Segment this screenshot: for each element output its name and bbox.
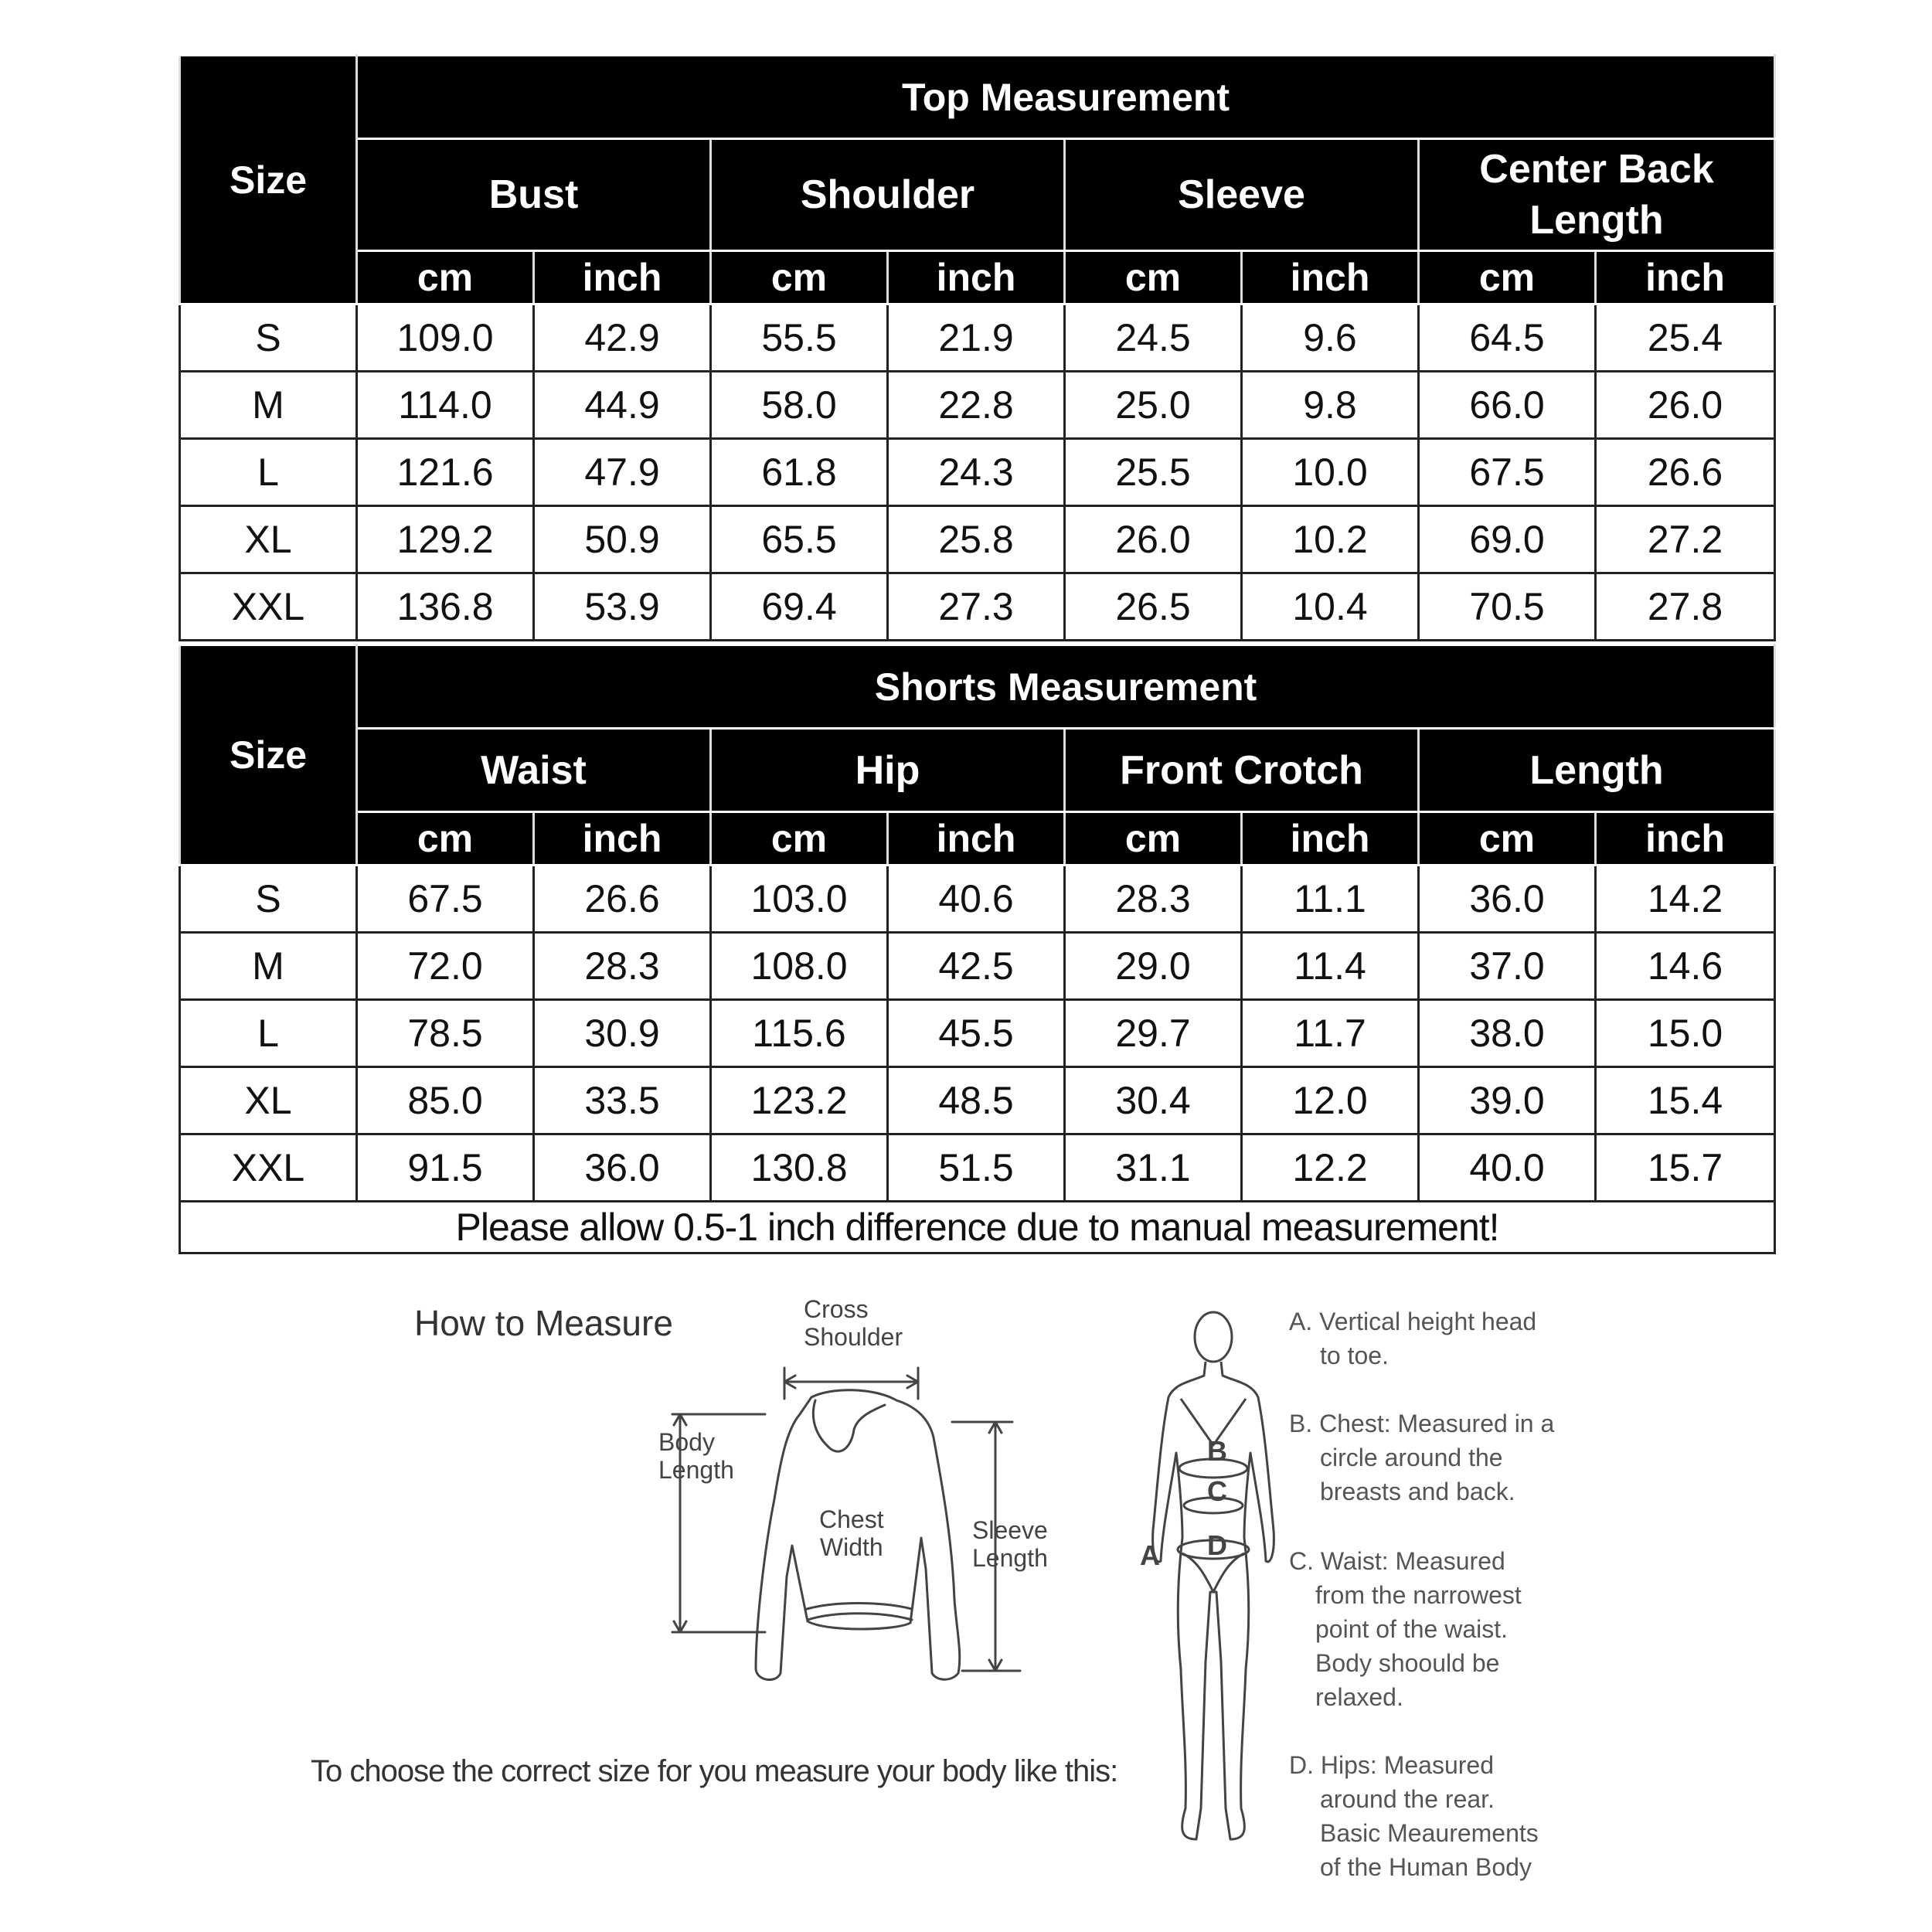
value-cell: 129.2	[357, 506, 534, 573]
value-cell: 121.6	[357, 439, 534, 506]
size-cell: L	[180, 1000, 357, 1067]
group-header-center-back-length: Center Back Length	[1419, 139, 1775, 251]
size-cell: S	[180, 866, 357, 933]
shorts-measurement-table	[179, 644, 1776, 1254]
value-cell: 44.9	[534, 372, 711, 439]
value-cell: 109.0	[357, 304, 534, 372]
value-cell: 85.0	[357, 1067, 534, 1134]
value-cell: 39.0	[1419, 1067, 1596, 1134]
legend-b	[1289, 1406, 1554, 1509]
unit-header: cm	[711, 812, 888, 866]
legend-line: B. Chest: Measured in a	[1289, 1410, 1555, 1437]
value-cell: 53.9	[534, 573, 711, 641]
legend-line: to toe.	[1320, 1342, 1389, 1369]
value-cell: 10.0	[1242, 439, 1419, 506]
value-cell: 24.5	[1065, 304, 1242, 372]
legend-line: Body shoould be	[1315, 1649, 1500, 1677]
value-cell: 33.5	[534, 1067, 711, 1134]
value-cell: 70.5	[1419, 573, 1596, 641]
value-cell: 42.5	[888, 933, 1065, 1000]
value-cell: 15.0	[1596, 1000, 1775, 1067]
value-cell: 36.0	[534, 1134, 711, 1202]
table-row	[180, 1000, 1775, 1067]
value-cell: 67.5	[357, 866, 534, 933]
value-cell: 14.6	[1596, 933, 1775, 1000]
chest-width-label-line: Chest	[819, 1505, 884, 1533]
unit-header: cm	[711, 251, 888, 304]
unit-header: inch	[1596, 812, 1775, 866]
value-cell: 30.9	[534, 1000, 711, 1067]
legend-line: Basic Meaurements	[1320, 1819, 1539, 1847]
group-header-waist: Waist	[357, 729, 711, 812]
group-header-bust: Bust	[357, 139, 711, 251]
value-cell: 72.0	[357, 933, 534, 1000]
table-row	[180, 439, 1775, 506]
unit-header: inch	[1242, 251, 1419, 304]
value-cell: 26.6	[1596, 439, 1775, 506]
value-cell: 40.6	[888, 866, 1065, 933]
unit-header: cm	[357, 812, 534, 866]
top-table-body	[180, 304, 1775, 641]
value-cell: 12.2	[1242, 1134, 1419, 1202]
value-cell: 67.5	[1419, 439, 1596, 506]
how-to-measure-title: How to Measure	[414, 1303, 673, 1343]
value-cell: 136.8	[357, 573, 534, 641]
value-cell: 78.5	[357, 1000, 534, 1067]
value-cell: 22.8	[888, 372, 1065, 439]
body-length-label-line: Body	[658, 1428, 715, 1456]
marker-d: D	[1207, 1529, 1227, 1561]
group-header-hip: Hip	[711, 729, 1065, 812]
value-cell: 114.0	[357, 372, 534, 439]
value-cell: 15.7	[1596, 1134, 1775, 1202]
value-cell: 29.0	[1065, 933, 1242, 1000]
value-cell: 24.3	[888, 439, 1065, 506]
value-cell: 64.5	[1419, 304, 1596, 372]
unit-header: cm	[1419, 812, 1596, 866]
value-cell: 29.7	[1065, 1000, 1242, 1067]
group-header-length: Length	[1419, 729, 1775, 812]
value-cell: 42.9	[534, 304, 711, 372]
value-cell: 130.8	[711, 1134, 888, 1202]
cross-shoulder-label	[804, 1295, 903, 1351]
table-row	[180, 506, 1775, 573]
top-measurement-table	[179, 54, 1776, 641]
value-cell: 31.1	[1065, 1134, 1242, 1202]
legend-line: of the Human Body	[1320, 1853, 1532, 1881]
chest-width-label	[819, 1505, 884, 1561]
legend-line: A. Vertical height head	[1289, 1308, 1537, 1335]
value-cell: 11.7	[1242, 1000, 1419, 1067]
value-cell: 25.5	[1065, 439, 1242, 506]
unit-header: inch	[1596, 251, 1775, 304]
legend-line: around the rear.	[1320, 1785, 1495, 1813]
sleeve-length-label-line: Sleeve	[972, 1516, 1048, 1544]
chest-width-label-line: Width	[819, 1533, 883, 1561]
table-row	[180, 372, 1775, 439]
marker-c: C	[1207, 1475, 1227, 1507]
legend-line: from the narrowest	[1315, 1581, 1522, 1609]
value-cell: 26.6	[534, 866, 711, 933]
size-cell: XL	[180, 1067, 357, 1134]
sleeve-length-label-line: Length	[972, 1544, 1048, 1572]
legend-d	[1289, 1748, 1539, 1884]
value-cell: 61.8	[711, 439, 888, 506]
shorts-table-body	[180, 866, 1775, 1202]
value-cell: 27.3	[888, 573, 1065, 641]
sleeve-length-label	[972, 1516, 1048, 1572]
value-cell: 69.0	[1419, 506, 1596, 573]
value-cell: 115.6	[711, 1000, 888, 1067]
value-cell: 11.1	[1242, 866, 1419, 933]
value-cell: 10.4	[1242, 573, 1419, 641]
legend-line: D. Hips: Measured	[1289, 1751, 1494, 1779]
value-cell: 48.5	[888, 1067, 1065, 1134]
table-row	[180, 1134, 1775, 1202]
legend-line: circle around the	[1320, 1444, 1503, 1471]
unit-header: inch	[534, 812, 711, 866]
unit-header: inch	[888, 251, 1065, 304]
table-row	[180, 933, 1775, 1000]
legend-line: point of the waist.	[1315, 1615, 1509, 1643]
value-cell: 91.5	[357, 1134, 534, 1202]
size-cell: S	[180, 304, 357, 372]
value-cell: 47.9	[534, 439, 711, 506]
size-cell: M	[180, 372, 357, 439]
value-cell: 27.8	[1596, 573, 1775, 641]
value-cell: 12.0	[1242, 1067, 1419, 1134]
value-cell: 103.0	[711, 866, 888, 933]
value-cell: 25.8	[888, 506, 1065, 573]
value-cell: 9.6	[1242, 304, 1419, 372]
body-figure-diagram	[1136, 1298, 1291, 1862]
value-cell: 10.2	[1242, 506, 1419, 573]
group-header-shoulder: Shoulder	[711, 139, 1065, 251]
unit-header: cm	[1065, 812, 1242, 866]
table-title: Top Measurement	[357, 56, 1775, 139]
table-row	[180, 573, 1775, 641]
value-cell: 26.5	[1065, 573, 1242, 641]
value-cell: 123.2	[711, 1067, 888, 1134]
table-row	[180, 1067, 1775, 1134]
value-cell: 45.5	[888, 1000, 1065, 1067]
body-length-label-line: Length	[658, 1456, 734, 1484]
value-cell: 11.4	[1242, 933, 1419, 1000]
value-cell: 58.0	[711, 372, 888, 439]
marker-b: B	[1207, 1435, 1227, 1467]
value-cell: 51.5	[888, 1134, 1065, 1202]
value-cell: 21.9	[888, 304, 1065, 372]
size-cell: XL	[180, 506, 357, 573]
legend-line: C. Waist: Measured	[1289, 1547, 1505, 1575]
table-row	[180, 866, 1775, 933]
value-cell: 30.4	[1065, 1067, 1242, 1134]
marker-a: A	[1140, 1539, 1160, 1571]
size-cell: L	[180, 439, 357, 506]
legend-a	[1289, 1304, 1536, 1372]
value-cell: 65.5	[711, 506, 888, 573]
size-cell: M	[180, 933, 357, 1000]
choose-size-instruction: To choose the correct size for you measure your body like this:	[311, 1754, 1118, 1788]
value-cell: 25.0	[1065, 372, 1242, 439]
value-cell: 69.4	[711, 573, 888, 641]
size-header: Size	[180, 645, 357, 866]
group-header-front-crotch: Front Crotch	[1065, 729, 1419, 812]
unit-header: cm	[1419, 251, 1596, 304]
value-cell: 28.3	[534, 933, 711, 1000]
value-cell: 27.2	[1596, 506, 1775, 573]
value-cell: 28.3	[1065, 866, 1242, 933]
value-cell: 66.0	[1419, 372, 1596, 439]
value-cell: 40.0	[1419, 1134, 1596, 1202]
size-header: Size	[180, 56, 357, 304]
legend-line: relaxed.	[1315, 1683, 1403, 1711]
value-cell: 50.9	[534, 506, 711, 573]
value-cell: 37.0	[1419, 933, 1596, 1000]
value-cell: 108.0	[711, 933, 888, 1000]
value-cell: 55.5	[711, 304, 888, 372]
value-cell: 26.0	[1065, 506, 1242, 573]
unit-header: inch	[888, 812, 1065, 866]
table-title: Shorts Measurement	[357, 645, 1775, 729]
value-cell: 9.8	[1242, 372, 1419, 439]
legend-c	[1289, 1544, 1522, 1714]
table-row	[180, 304, 1775, 372]
body-length-label	[658, 1428, 734, 1484]
value-cell: 14.2	[1596, 866, 1775, 933]
value-cell: 36.0	[1419, 866, 1596, 933]
value-cell: 38.0	[1419, 1000, 1596, 1067]
value-cell: 15.4	[1596, 1067, 1775, 1134]
unit-header: inch	[534, 251, 711, 304]
unit-header: cm	[1065, 251, 1242, 304]
cross-shoulder-label-line: Cross	[804, 1295, 869, 1323]
unit-header: inch	[1242, 812, 1419, 866]
value-cell: 26.0	[1596, 372, 1775, 439]
group-header-sleeve: Sleeve	[1065, 139, 1419, 251]
unit-header: cm	[357, 251, 534, 304]
legend-line: breasts and back.	[1320, 1478, 1515, 1505]
measurement-note: Please allow 0.5-1 inch difference due to manual measurement!	[180, 1202, 1775, 1253]
value-cell: 25.4	[1596, 304, 1775, 372]
cross-shoulder-label-line: Shoulder	[804, 1323, 903, 1351]
size-cell: XXL	[180, 1134, 357, 1202]
size-cell: XXL	[180, 573, 357, 641]
